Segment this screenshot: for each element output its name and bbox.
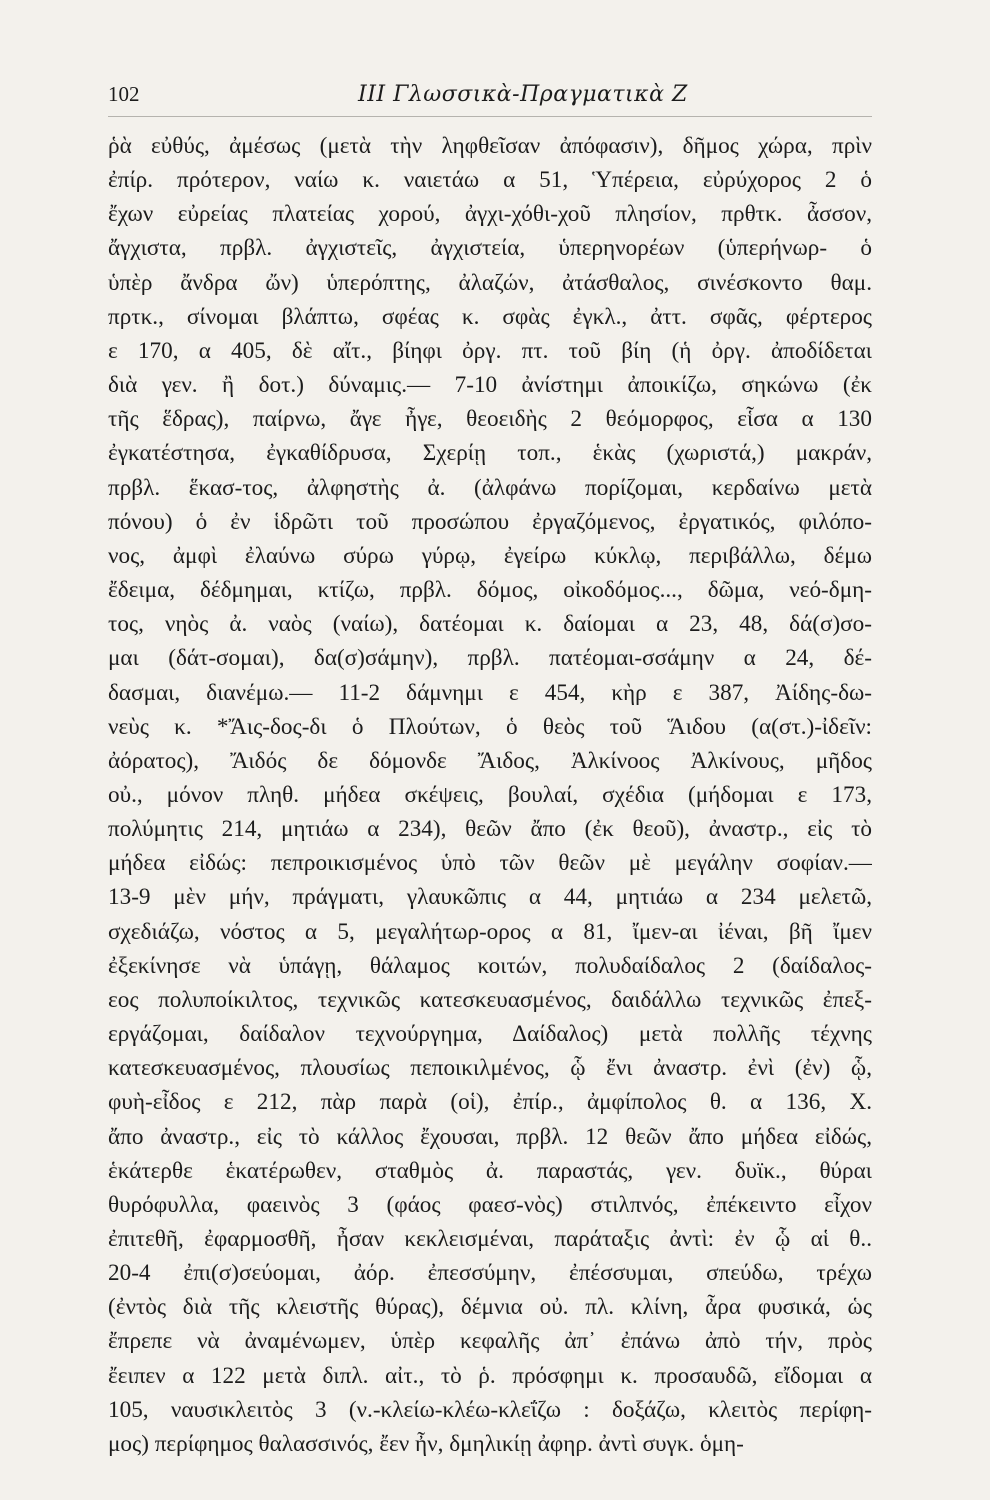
text-line: ἐπίρ. πρότερον, ναίω κ. ναιετάω α 51, Ὑπέρεια, εὐρύχορος 2 ὁ [108, 167, 872, 194]
text-line: διὰ γεν. ἢ δοτ.) δύναμις.— 7-10 ἀνίστημι ἀποικίζω, σηκώνω (ἐκ [108, 372, 872, 399]
text-line: ὑπὲρ ἄνδρα ὤν) ὑπερόπτης, ἀλαζών, ἀτάσθαλος, σινέσκοντο θαμ. [108, 269, 872, 296]
text-line: ἔπρεπε νὰ ἀναμένωμεν, ὑπὲρ κεφαλῆς ἀπ᾽ ἐπάνω ἀπὸ τήν, πρὸς [108, 1328, 872, 1355]
text-line: σχεδιάζω, νόστος α 5, μεγαλήτωρ-ορος α 81, ἴμεν-αι ἰέναι, βῆ ἴμεν [108, 918, 872, 945]
text-line: ἄγχιστα, πρβλ. ἀγχιστεῖς, ἀγχιστεία, ὑπερηνορέων (ὑπερήνωρ- ὁ [108, 235, 872, 262]
text-line: 13-9 μὲν μήν, πράγματι, γλαυκῶπις α 44, μητιάω α 234 μελετῶ, [108, 884, 872, 911]
text-line: οὐ., μόνον πληθ. μήδεα σκέψεις, βουλαί, σχέδια (μήδομαι ε 173, [108, 781, 872, 808]
page-number: 102 [108, 82, 140, 106]
text-line: ἐξεκίνησε νὰ ὑπάγῃ, θάλαμος κοιτών, πολυδαίδαλος 2 (δαίδαλος- [108, 952, 872, 979]
text-line: ε 170, α 405, δὲ αἴτ., βίηφι ὀργ. πτ. τοῦ βίη (ἡ ὀργ. ἀποδίδεται [108, 337, 872, 364]
text-line: ἐγκατέστησα, ἐγκαθίδρυσα, Σχερίῃ τοπ., ἑκὰς (χωριστά,) μακράν, [108, 440, 872, 467]
text-line: ἄπο ἀναστρ., εἰς τὸ κάλλος ἔχουσαι, πρβλ. 12 θεῶν ἄπο μήδεα εἰδώς, [108, 1123, 872, 1150]
commentary-text [108, 129, 872, 1461]
text-line: ἑκάτερθε ἑκατέρωθεν, σταθμὸς ἀ. παραστάς, γεν. δυϊκ., θύραι [108, 1157, 872, 1184]
text-line: 105, ναυσικλειτὸς 3 (ν.-κλείω-κλέω-κλεΐζω : δοξάζω, κλειτὸς περίφη- [108, 1396, 872, 1423]
text-line: πολύμητις 214, μητιάω α 234), θεῶν ἄπο (ἐκ θεοῦ), ἀναστρ., εἰς τὸ [108, 816, 872, 843]
text-line: 20-4 ἐπι(σ)σεύομαι, ἀόρ. ἐπεσσύμην, ἐπέσσυμαι, σπεύδω, τρέχω [108, 1260, 872, 1287]
text-line: εος πολυποίκιλτος, τεχνικῶς κατεσκευασμένος, δαιδάλλω τεχνικῶς ἐπεξ- [108, 986, 872, 1013]
text-line: νος, ἀμφὶ ἐλαύνω σύρω γύρῳ, ἐγείρω κύκλῳ, περιβάλλω, δέμω [108, 542, 872, 569]
text-line: πρβλ. ἕκασ-τος, ἀλφηστὴς ἀ. (ἀλφάνω πορίζομαι, κερδαίνω μετὰ [108, 474, 872, 501]
text-line: νεὺς κ. *Ἄις-δος-δι ὁ Πλούτων, ὁ θεὸς τοῦ Ἅιδου (α(στ.)-ἰδεῖν: [108, 713, 872, 740]
text-line: φυὴ-εἶδος ε 212, πὰρ παρὰ (οἱ), ἐπίρ., ἀμφίπολος θ. α 136, Χ. [108, 1089, 872, 1116]
text-line: δασμαι, διανέμω.— 11-2 δάμνημι ε 454, κὴρ ε 387, Ἀίδης-δω- [108, 679, 872, 706]
text-line: μήδεα εἰδώς: πεπροικισμένος ὑπὸ τῶν θεῶν μὲ μεγάλην σοφίαν.— [108, 850, 872, 877]
text-line: ἔδειμα, δέδμημαι, κτίζω, πρβλ. δόμος, οἰκοδόμος..., δῶμα, νεό-δμη- [108, 577, 872, 604]
text-line: θυρόφυλλα, φαεινὸς 3 (φάος φαεσ-νὸς) στιλπνός, ἐπέκειντο εἶχον [108, 1191, 872, 1218]
text-line: πρτκ., σίνομαι βλάπτω, σφέας κ. σφὰς ἐγκλ., ἀττ. σφᾶς, φέρτερος [108, 303, 872, 330]
text-line: μος) περίφημος θαλασσινός, ἔεν ἦν, δμηλικίῃ ἀφηρ. ἀντὶ συγκ. ὁμη- [108, 1430, 744, 1457]
text-line: ἐπιτεθῆ, ἐφαρμοσθῆ, ἦσαν κεκλεισμέναι, παράταξις ἀντὶ: ἐν ᾧ αἱ θ.. [108, 1226, 872, 1252]
text-line: ἔχων εὐρείας πλατείας χορού, ἀγχι-χόθι-χοῦ πλησίον, πρθτκ. ἆσσον, [108, 201, 872, 228]
page-header [108, 82, 872, 117]
text-line: πόνου) ὁ ἐν ἱδρῶτι τοῦ προσώπου ἐργαζόμενος, ἐργατικός, φιλόπο- [108, 508, 872, 535]
text-line: εργάζομαι, δαίδαλον τεχνούργημα, Δαίδαλος) μετὰ πολλῆς τέχνης [108, 1021, 872, 1048]
running-title: ΙΙΙ Γλωσσικὰ-Πραγματικὰ Ζ [358, 82, 688, 107]
text-line: ἔειπεν α 122 μετὰ διπλ. αἰτ., τὸ ῥ. πρόσφημι κ. προσαυδῶ, εἴδομαι α [108, 1362, 872, 1389]
text-line: τῆς ἕδρας), παίρνω, ἄγε ἦγε, θεοειδὴς 2 θεόμορφος, εἷσα α 130 [108, 406, 872, 433]
text-line: ῥὰ εὐθύς, ἀμέσως (μετὰ τὴν ληφθεῖσαν ἀπόφασιν), δῆμος χώρα, πρὶν [108, 133, 872, 159]
text-line: μαι (δάτ-σομαι), δα(σ)σάμην), πρβλ. πατέομαι-σσάμην α 24, δέ- [108, 645, 872, 672]
text-line: κατεσκευασμένος, πλουσίως πεποικιλμένος, ᾧ ἔνι ἀναστρ. ἐνὶ (ἐν) ᾧ, [108, 1055, 872, 1082]
text-line: (ἐντὸς διὰ τῆς κλειστῆς θύρας), δέμνια οὐ. πλ. κλίνη, ἆρα φυσικά, ὡς [108, 1294, 872, 1321]
text-line: ἀόρατος), Ἄιδός δε δόμονδε Ἄιδος, Ἀλκίνοος Ἀλκίνους, μῆδος [108, 747, 872, 774]
text-line: τος, νηὸς ἀ. ναὸς (ναίω), δατέομαι κ. δαίομαι α 23, 48, δά(σ)σο- [108, 611, 872, 638]
